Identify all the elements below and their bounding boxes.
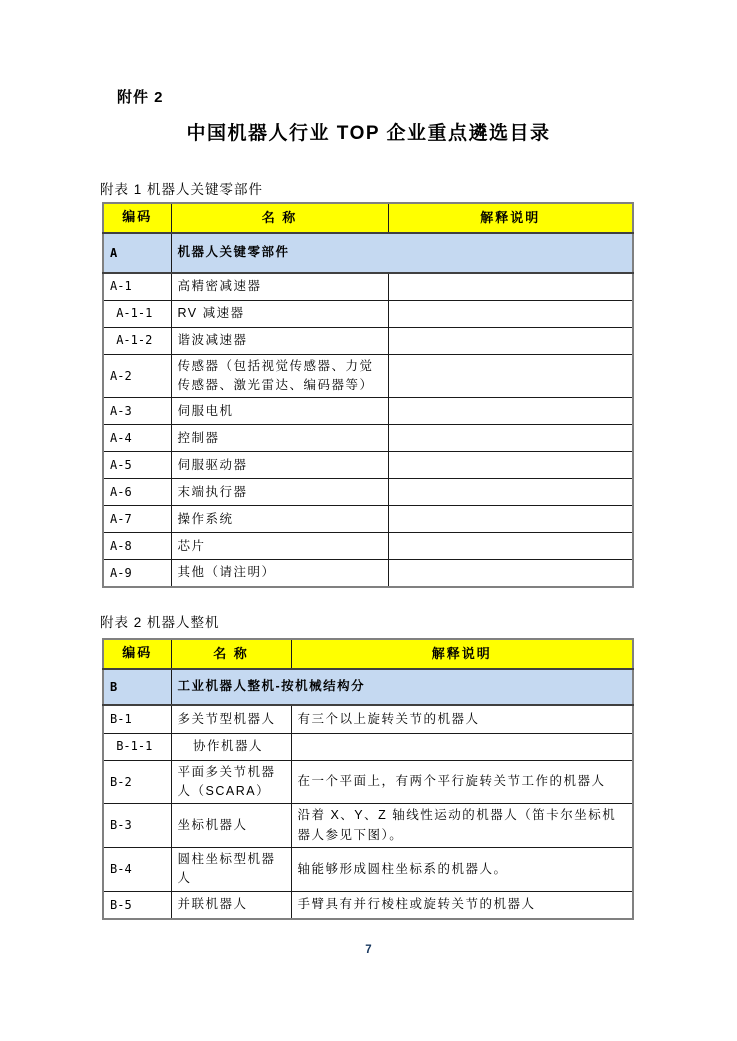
- row-code: B-4: [103, 848, 171, 892]
- table-row: [103, 533, 633, 560]
- row-desc: [388, 452, 633, 479]
- row-name: 并联机器人: [171, 891, 291, 919]
- row-name: 芯片: [171, 533, 388, 560]
- row-code: A-1-1: [103, 300, 171, 327]
- page-number: 7: [365, 944, 372, 956]
- row-code: B-1: [103, 705, 171, 733]
- row-name: 控制器: [171, 425, 388, 452]
- row-code: B-5: [103, 891, 171, 919]
- table2-header-code: 编码: [103, 639, 171, 669]
- row-code: B-1-1: [103, 733, 171, 760]
- row-name: 其他（请注明）: [171, 560, 388, 587]
- table-row: [103, 452, 633, 479]
- row-name: 多关节型机器人: [171, 705, 291, 733]
- table-row: [103, 848, 633, 892]
- row-name: 圆柱坐标型机器人: [171, 848, 291, 892]
- row-desc: [388, 300, 633, 327]
- table-row: [103, 327, 633, 354]
- row-desc: 手臂具有并行棱柱或旋转关节的机器人: [291, 891, 633, 919]
- row-desc: [388, 273, 633, 300]
- row-code: A-1-2: [103, 327, 171, 354]
- table-row: [103, 760, 633, 804]
- row-name: 谐波减速器: [171, 327, 388, 354]
- table-row: [103, 479, 633, 506]
- row-code: A-4: [103, 425, 171, 452]
- table2-caption: 附表 2 机器人整机: [100, 615, 220, 630]
- table-row: [103, 300, 633, 327]
- section-code: A: [103, 233, 171, 273]
- table2-header-desc: 解释说明: [291, 639, 633, 669]
- row-name: 末端执行器: [171, 479, 388, 506]
- row-desc: 在一个平面上，有两个平行旋转关节工作的机器人: [291, 760, 633, 804]
- table-row: [103, 398, 633, 425]
- row-code: A-6: [103, 479, 171, 506]
- row-name: 传感器（包括视觉传感器、力觉传感器、激光雷达、编码器等）: [171, 354, 388, 398]
- row-desc: [291, 733, 633, 760]
- table-row: [103, 273, 633, 300]
- row-name: RV 减速器: [171, 300, 388, 327]
- row-name: 伺服电机: [171, 398, 388, 425]
- table-row: [103, 804, 633, 848]
- row-desc: [388, 533, 633, 560]
- row-code: A-9: [103, 560, 171, 587]
- row-desc: [388, 425, 633, 452]
- table1-section-row: [103, 233, 633, 273]
- row-name: 伺服驱动器: [171, 452, 388, 479]
- table1-header-row: [103, 203, 633, 233]
- row-code: B-2: [103, 760, 171, 804]
- row-name: 协作机器人: [171, 733, 291, 760]
- table1-header-code: 编码: [103, 203, 171, 233]
- table-complete-robots: [102, 638, 634, 920]
- table1-caption: 附表 1 机器人关键零部件: [100, 182, 264, 197]
- table-key-components: [102, 202, 634, 588]
- row-name: 坐标机器人: [171, 804, 291, 848]
- section-name: 机器人关键零部件: [171, 233, 633, 273]
- row-desc: [388, 506, 633, 533]
- row-code: A-7: [103, 506, 171, 533]
- table2-section-row: [103, 669, 633, 705]
- row-code: A-3: [103, 398, 171, 425]
- row-desc: 有三个以上旋转关节的机器人: [291, 705, 633, 733]
- row-desc: 沿着 X、Y、Z 轴线性运动的机器人（笛卡尔坐标机器人参见下图）。: [291, 804, 633, 848]
- row-name: 高精密减速器: [171, 273, 388, 300]
- row-desc: [388, 479, 633, 506]
- table2-header-name: 名 称: [171, 639, 291, 669]
- table-row: [103, 733, 633, 760]
- row-desc: 轴能够形成圆柱坐标系的机器人。: [291, 848, 633, 892]
- row-name: 平面多关节机器人（SCARA）: [171, 760, 291, 804]
- document-title: 中国机器人行业 TOP 企业重点遴选目录: [186, 123, 551, 144]
- row-desc: [388, 398, 633, 425]
- table-row: [103, 705, 633, 733]
- table-row: [103, 560, 633, 587]
- attachment-label: 附件 2: [117, 89, 164, 106]
- row-code: A-2: [103, 354, 171, 398]
- table-row: [103, 891, 633, 919]
- row-desc: [388, 354, 633, 398]
- row-desc: [388, 327, 633, 354]
- table-row: [103, 354, 633, 398]
- row-desc: [388, 560, 633, 587]
- row-name: 操作系统: [171, 506, 388, 533]
- row-code: B-3: [103, 804, 171, 848]
- row-code: A-1: [103, 273, 171, 300]
- row-code: A-8: [103, 533, 171, 560]
- section-name: 工业机器人整机-按机械结构分: [171, 669, 633, 705]
- table1-header-name: 名 称: [171, 203, 388, 233]
- table-row: [103, 425, 633, 452]
- table2-header-row: [103, 639, 633, 669]
- row-code: A-5: [103, 452, 171, 479]
- table1-header-desc: 解释说明: [388, 203, 633, 233]
- section-code: B: [103, 669, 171, 705]
- table-row: [103, 506, 633, 533]
